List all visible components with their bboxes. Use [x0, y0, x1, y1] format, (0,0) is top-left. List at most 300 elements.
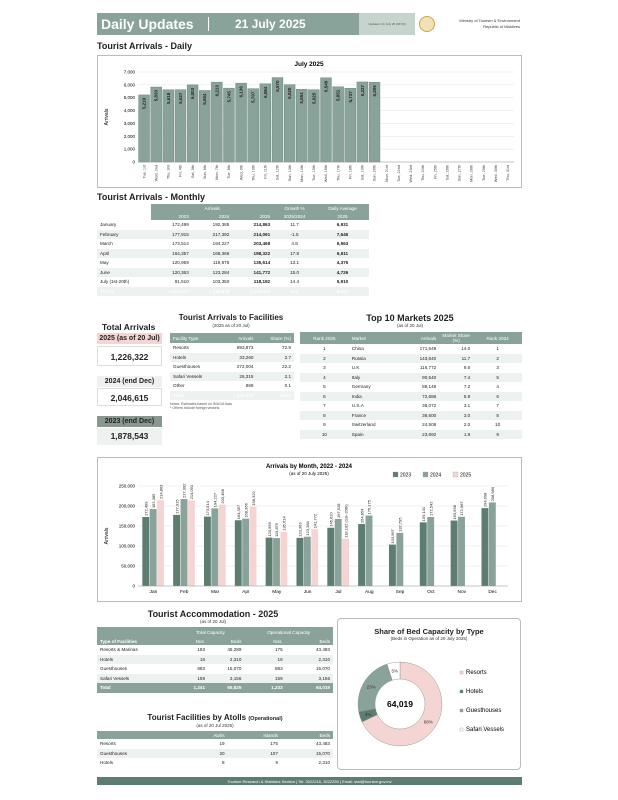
- arrivals-2025-cell: 203,468: [253, 241, 271, 247]
- daily-y-tick: 2,000: [123, 133, 135, 139]
- daily-y-tick: 3,000: [123, 120, 135, 126]
- total-2025-value: 1,226,322: [97, 346, 162, 366]
- rank-2024-cell: 3: [496, 365, 499, 371]
- market-row: [300, 344, 522, 354]
- monthly-bar: [273, 538, 280, 586]
- markets-table-body: [300, 344, 522, 439]
- market-share-cell: 7.4: [439, 373, 473, 383]
- daily-x-tick: Sun, 27th: [457, 165, 462, 182]
- daily-x-tick: Mon, 7th: [215, 165, 220, 180]
- daily-avg-cell: 4,726: [316, 268, 369, 278]
- arrivals-2023-cell: 91,510: [174, 279, 189, 285]
- facility-row: [170, 343, 294, 353]
- monthly-bar: [335, 519, 342, 586]
- daily-x-tick: Thu, 24th: [421, 165, 426, 182]
- daily-x-tick: Tue, 29th: [481, 165, 486, 181]
- arrivals-2023-cell: 120,363: [151, 268, 191, 278]
- facility-share-cell: 22.2: [282, 364, 291, 370]
- arrivals-2024-cell: 119,875: [212, 260, 230, 266]
- facility-row: [170, 381, 294, 391]
- total-beds-header: Beds: [208, 637, 244, 645]
- monthly-x-tick: Feb: [180, 590, 189, 595]
- facility-type-cell: Hotels: [100, 760, 114, 766]
- total-2024-value: 2,046,615: [97, 388, 162, 406]
- total-2024-label: 2024 (end Dec): [97, 376, 162, 387]
- total-beds-cell: 45,289: [227, 647, 242, 653]
- monthly-bar: [173, 515, 180, 586]
- accommodation-table: [97, 627, 333, 693]
- market-cell: France: [349, 411, 400, 421]
- market-row: [300, 382, 522, 392]
- total-2025-label: 2025 (as of 20 Jul): [97, 333, 162, 344]
- monthly-row: [97, 258, 369, 268]
- year-2025-header: 2025: [232, 212, 273, 220]
- month-cell: May: [100, 260, 109, 266]
- month-cell: April: [97, 249, 151, 259]
- month-cell: July (1st-20th): [100, 279, 130, 285]
- bed-chart-title: Share of Bed Capacity by Type: [374, 627, 484, 636]
- monthly-x-tick: Jul: [335, 590, 342, 595]
- market-cell: India: [349, 392, 400, 402]
- daily-bar-label: 5,851: [335, 89, 341, 102]
- arrivals-2024-cell: 194,227: [212, 241, 230, 247]
- growth-cell: 17.8: [273, 249, 316, 259]
- daily-bar-label: 5,618: [165, 92, 171, 105]
- page-footer: Tourism Research & Statistics Section | Tel: 3022216, 3022250 | Email: stat@tourism.gov.mv: [97, 777, 522, 785]
- market-share-cell: 11.7: [439, 354, 473, 364]
- arrivals-2024-cell: 1,118,879: [192, 287, 232, 297]
- facilities-note-2: * Others include foreign vessels: [170, 406, 220, 410]
- facility-arrivals-cell: 272,004: [236, 364, 254, 370]
- monthly-chart-sub: (as of 20 July 2025): [289, 471, 329, 476]
- islands-cell: 175: [270, 741, 278, 747]
- daily-avg-cell: 6,563: [336, 241, 349, 247]
- daily-x-tick: Wed, 30th: [494, 165, 499, 183]
- market-row: [300, 363, 522, 373]
- daily-x-tick: Wed, 23rd: [409, 165, 414, 183]
- facility-cell: Other: [173, 383, 185, 389]
- op-beds-cell: 64,019: [286, 683, 333, 693]
- facility-cell: Guesthouses: [173, 364, 201, 370]
- arrivals-group-header: Arrivals: [151, 204, 273, 212]
- facilities-note-1: Notes: Estimates based on IMUGA data: [170, 402, 232, 406]
- page-title: Daily Updates: [97, 17, 209, 31]
- market-arrivals-cell: 36,600: [400, 411, 439, 421]
- accommodation-row: [97, 664, 333, 674]
- facility-share-cell: 2.1: [256, 372, 294, 382]
- header-banner: [97, 13, 359, 35]
- arrivals-2023-cell: 164,357: [151, 249, 191, 259]
- monthly-table-body: [97, 220, 369, 296]
- monthly-x-tick: May: [272, 590, 282, 595]
- accommodation-row: [97, 674, 333, 684]
- facility-arrivals-cell: 26,315: [219, 372, 256, 382]
- month-cell: March: [100, 241, 113, 247]
- atolls-sub: (as of 20 Jul 2025): [196, 723, 234, 728]
- daily-bar-label: 5,833: [153, 90, 159, 102]
- market-arrivals-cell: 90,540: [400, 373, 439, 383]
- daily-x-tick: Fri, 4th: [178, 165, 183, 177]
- market-arrivals-cell: 116,772: [419, 365, 437, 371]
- market-cell: U.K: [351, 365, 360, 371]
- growth-cell: 15.0: [273, 268, 316, 278]
- op-nos-header: Nos.: [244, 637, 285, 645]
- daily-bar-label: 5,219: [141, 97, 147, 110]
- year-2024-header: 2024: [192, 212, 232, 220]
- market-row: [300, 373, 522, 383]
- market-cell: Spain: [349, 430, 400, 440]
- facility-cell: Resorts: [173, 345, 189, 351]
- monthly-bar: [366, 516, 373, 586]
- monthly-bar: [489, 502, 496, 586]
- monthly-row: [97, 220, 369, 230]
- monthly-bar-label: 163,658: [451, 505, 457, 520]
- legend-label: 2023: [400, 472, 412, 479]
- monthly-row: [97, 249, 369, 259]
- monthly-bar: [219, 505, 226, 586]
- market-share-cell: 7.2: [463, 384, 471, 390]
- market-share-cell: 5.9: [439, 392, 473, 402]
- daily-y-tick: 5,000: [123, 95, 135, 101]
- accommodation-total-row: [97, 683, 333, 693]
- daily-bar-label: 6,227: [359, 84, 365, 97]
- daily-x-tick: Fri, 18th: [348, 165, 353, 179]
- total-beds-cell: 15,070: [227, 666, 242, 672]
- daily-x-tick: Thu, 31st: [506, 165, 511, 181]
- rank-cell: 2: [300, 354, 349, 364]
- monthly-table: [97, 204, 369, 296]
- monthly-bar: [296, 538, 303, 586]
- market-arrivals-header: Arrivals: [400, 332, 439, 344]
- op-nos-cell: 175: [274, 647, 283, 653]
- op-beds-cell: 43,483: [315, 647, 330, 653]
- daily-x-tick: Sat, 26th: [445, 165, 450, 181]
- atoll-row: [97, 749, 333, 759]
- facility-type-header: Facility Type: [170, 333, 219, 343]
- daily-x-tick: Sun, 20th: [372, 165, 377, 182]
- donut-slice-label: 4%: [364, 711, 372, 717]
- accommodation-row: [97, 655, 333, 665]
- growth-sub-header: 2025/2024: [273, 212, 316, 220]
- monthly-bar: [311, 529, 318, 586]
- month-cell: February: [97, 230, 151, 240]
- daily-x-tick: Tue, 22nd: [396, 165, 401, 182]
- arrivals-2025-cell: 1,226,322: [232, 287, 273, 297]
- page-header: [97, 13, 522, 35]
- accommodation-sub: (as of 20 Jul): [199, 619, 226, 624]
- daily-x-tick: Sun, 6th: [202, 165, 207, 180]
- facility-row: [170, 372, 294, 382]
- growth-cell: -1.5: [273, 230, 316, 240]
- daily-avg-cell: 6,931: [336, 222, 349, 228]
- daily-bar-label: 6,213: [214, 85, 220, 97]
- market-cell: Italy: [349, 373, 400, 383]
- donut-legend-label: Resorts: [466, 670, 487, 676]
- monthly-bar: [396, 533, 403, 586]
- bed-chart-frame: [337, 618, 521, 770]
- monthly-bar: [266, 538, 273, 586]
- monthly-chart-title: Arrivals by Month, 2022 - 2024: [265, 464, 353, 470]
- op-beds-cell: 15,070: [315, 666, 330, 672]
- monthly-total-row: [97, 287, 369, 297]
- op-beds-cell: 3,156: [286, 674, 333, 684]
- markets-heading: Top 10 Markets 2025: [366, 313, 454, 323]
- rank-cell: 1: [323, 346, 326, 352]
- monthly-bar-label: 164,357: [236, 504, 242, 520]
- monthly-bar-label: 198,322: [250, 491, 256, 506]
- total-2023-label: 2023 (end Dec): [97, 416, 162, 427]
- rank-2024-cell: 9: [473, 430, 522, 440]
- daily-avg-cell: 4,375: [336, 260, 349, 266]
- monthly-bar: [150, 509, 157, 586]
- monthly-bar-label: 214,863: [158, 484, 164, 500]
- atolls-cell: 19: [219, 741, 225, 747]
- daily-avg-cell: 7,646: [316, 230, 369, 240]
- market-header: Market: [349, 332, 400, 344]
- arrivals-2023-cell: 120,959: [172, 260, 189, 266]
- monthly-bar-label: 123,284: [305, 521, 311, 536]
- atoll-row: [97, 739, 333, 749]
- facility-type-cell: Total: [97, 683, 176, 693]
- market-cell: Switzerland: [351, 422, 376, 428]
- accommodation-row: [97, 645, 333, 655]
- monthly-bar-label: 173,514: [205, 501, 211, 516]
- daily-x-tick: Sat, 12th: [275, 165, 280, 181]
- market-row: [300, 392, 522, 402]
- op-nos-cell: 883: [274, 666, 283, 672]
- arrivals-2023-cell: 177,915: [151, 230, 191, 240]
- monthly-bar: [280, 532, 287, 586]
- atolls-table-body: [97, 739, 333, 768]
- facility-arrivals-cell: 33,260: [219, 353, 256, 363]
- monthly-y-tick: 200,000: [118, 503, 135, 509]
- donut-legend-label: Guesthouses: [466, 708, 502, 714]
- atolls-heading: [97, 713, 333, 722]
- rank-2024-cell: 1: [496, 346, 499, 352]
- atolls-cell: 8: [222, 760, 225, 766]
- op-beds-header: Beds: [286, 637, 333, 645]
- monthly-x-tick: Oct: [427, 590, 435, 595]
- monthly-bar-label: 214,091: [189, 484, 195, 500]
- bed-capacity-donut: [338, 644, 520, 769]
- daily-x-tick: Thu, 3rd: [166, 165, 171, 180]
- legend-swatch: [423, 472, 428, 477]
- monthly-y-axis-label: Arrivals: [104, 527, 110, 545]
- monthly-row: [97, 277, 369, 287]
- updated-stamp: Updated: 21 July 25 (06:53): [359, 13, 415, 35]
- facility-arrivals-header: Arrivals: [219, 333, 256, 343]
- daily-x-tick: Wed, 9th: [239, 165, 244, 181]
- market-share-header: Market Share (%): [439, 332, 473, 344]
- country-name: Republic of Maldives: [483, 24, 520, 29]
- legend-swatch: [393, 472, 398, 477]
- facility-arrivals-cell: 869: [245, 383, 254, 389]
- monthly-bar-label: 217,392: [181, 483, 187, 499]
- arrivals-2023-cell: 173,514: [172, 241, 189, 247]
- daily-y-tick: 1,000: [123, 146, 135, 152]
- arrivals-2025-cell: 198,322: [232, 249, 273, 259]
- op-beds-cell: 2,310: [286, 655, 333, 665]
- daily-avg-cell: 5,910: [336, 279, 349, 285]
- daily-bar-label: 5,564: [202, 93, 208, 105]
- monthly-bar-label: 168,366: [243, 503, 249, 518]
- islands-cell: 9: [275, 760, 278, 766]
- monthly-y-tick: 50,000: [121, 563, 135, 569]
- daily-avg-sub-header: 2025: [316, 212, 369, 220]
- growth-header: Growth %: [273, 204, 316, 212]
- facility-type-cell: Safari Vessels: [97, 674, 176, 684]
- monthly-y-tick: 150,000: [118, 523, 135, 529]
- market-share-cell: 3.0: [439, 411, 473, 421]
- daily-y-tick: 0: [132, 159, 135, 165]
- monthly-bar-label: 176,175: [366, 500, 372, 515]
- daily-x-tick: Wed, 16th: [324, 165, 329, 183]
- total-arrivals-heading: Total Arrivals: [102, 322, 156, 332]
- donut-legend-label: Hotels: [466, 689, 484, 695]
- month-cell: January: [100, 222, 117, 228]
- monthly-bar: [142, 517, 149, 586]
- daily-x-tick: Mon, 28th: [469, 165, 474, 182]
- year-2023-header: 2023: [151, 212, 191, 220]
- daily-x-tick: Tue, 15th: [312, 165, 317, 181]
- donut-legend-swatch: [460, 690, 463, 693]
- daily-bar-label: 5,707: [250, 91, 256, 103]
- monthly-bar: [481, 508, 488, 586]
- rank-cell: 6: [300, 392, 349, 402]
- monthly-bar-label: 172,987: [459, 501, 465, 516]
- market-arrivals-cell: 24,508: [422, 422, 437, 428]
- monthly-y-tick: 100,000: [118, 543, 135, 549]
- daily-bar-label: 6,003: [190, 87, 196, 100]
- monthly-bar: [451, 521, 458, 586]
- arrivals-2025-cell: 214,091: [232, 230, 273, 240]
- legend-label: 2025: [460, 472, 472, 479]
- month-cell: June: [97, 268, 151, 278]
- arrivals-2025-cell: 214,863: [253, 222, 271, 228]
- donut-legend-swatch: [460, 671, 463, 674]
- total-nos-cell: 16: [176, 655, 208, 665]
- monthly-x-tick: Jan: [149, 590, 158, 595]
- daily-bar-label: 6,020: [287, 87, 293, 99]
- market-row: [300, 430, 522, 440]
- market-cell: Russia: [349, 354, 400, 364]
- daily-bar-label: 5,625: [311, 92, 317, 104]
- facilities-table-body: [170, 343, 294, 400]
- monthly-bar: [181, 499, 188, 586]
- monthly-bar: [342, 539, 349, 586]
- atolls-col-header: Atolls: [183, 731, 228, 739]
- monthly-bar-label: 120,959: [266, 522, 272, 537]
- accommodation-heading: Tourist Accommodation - 2025: [147, 609, 279, 619]
- daily-avg-header: Daily Average: [316, 204, 369, 212]
- market-row: [300, 411, 522, 421]
- daily-x-tick: Thu, 10th: [251, 165, 256, 182]
- arrivals-2025-cell: 135,614: [253, 260, 271, 266]
- rank-cell: 3: [323, 365, 326, 371]
- daily-chart-title: July 2025: [294, 61, 324, 68]
- daily-heading: Tourist Arrivals - Daily: [97, 41, 193, 51]
- market-arrivals-cell: 143,840: [400, 354, 439, 364]
- daily-x-tick: Thu, 17th: [336, 165, 341, 182]
- facilities-table-wrap: [170, 333, 294, 410]
- ministry-name: Ministry of Tourism & Environment: [459, 18, 520, 23]
- markets-table-wrap: [300, 332, 522, 439]
- daily-bar-label: 6,549: [323, 80, 329, 93]
- facility-cell: Total: [170, 391, 219, 401]
- daily-avg-cell: 6,611: [316, 249, 369, 259]
- total-beds-cell: 3,156: [208, 674, 244, 684]
- facility-share-cell: 0.1: [284, 383, 291, 389]
- accommodation-table-wrap: [97, 627, 333, 693]
- page-date: 21 July 2025: [235, 17, 306, 31]
- daily-x-tick: Tue, 8th: [227, 165, 232, 179]
- donut-legend-swatch: [460, 728, 463, 731]
- daily-x-tick: Fri, 11th: [263, 165, 268, 179]
- monthly-bar-label: 159,141: [421, 506, 427, 522]
- donut-center-value: 64,019: [387, 699, 413, 709]
- market-arrivals-cell: 88,148: [422, 384, 437, 390]
- facility-type-cell: Resorts: [100, 741, 116, 747]
- monthly-x-tick: Mar: [210, 590, 220, 595]
- market-arrivals-cell: 23,692: [400, 430, 439, 440]
- op-nos-cell: 159: [244, 674, 285, 684]
- total-2023-value: 1,878,543: [97, 428, 162, 445]
- arrivals-2024-cell: 168,366: [192, 249, 232, 259]
- daily-bar-label: 5,737: [347, 91, 353, 103]
- monthly-bar-label: 192,385: [150, 493, 156, 509]
- donut-slice-label: 23%: [366, 684, 376, 690]
- beds-cell: 15,070: [281, 749, 333, 759]
- arrivals-2025-cell: 118,192: [253, 279, 271, 285]
- facilities-heading: Tourist Arrivals to Facilities: [178, 313, 284, 322]
- monthly-bar-label: 119,875: [274, 522, 280, 538]
- monthly-bar-label: 103,567: [390, 529, 396, 544]
- monthly-bar: [250, 507, 257, 586]
- markets-sub: (as of 20 Jul): [396, 323, 423, 328]
- daily-y-tick: 4,000: [123, 108, 135, 114]
- market-share-cell: 1.9: [439, 430, 473, 440]
- monthly-bar-label: 194,227: [212, 492, 218, 508]
- market-arrivals-cell: 38,072: [422, 403, 437, 409]
- monthly-heading: Tourist Arrivals - Monthly: [97, 192, 206, 202]
- monthly-bar-label: 132,795: [397, 517, 403, 532]
- monthly-x-tick: Jun: [303, 590, 312, 595]
- facility-share-cell: 2.7: [256, 353, 294, 363]
- facilities-sub: (2025 as of 20 Jul): [212, 323, 250, 328]
- facility-total-row: [170, 391, 294, 401]
- market-share-cell: 9.5: [463, 365, 471, 371]
- monthly-bar: [327, 528, 334, 586]
- rank-2024-cell: 7: [496, 403, 499, 409]
- daily-x-tick: Tue, 1st: [142, 165, 147, 179]
- market-share-cell: 2.0: [463, 422, 471, 428]
- monthly-x-tick: Nov: [457, 590, 467, 595]
- facility-type-cell: Resorts & Marinas: [100, 647, 138, 653]
- operational-capacity-header: Operational Capacity: [244, 627, 333, 637]
- arrivals-2023-cell: 1,021,117: [151, 287, 191, 297]
- facility-row: [170, 353, 294, 363]
- growth-cell: 14.4: [290, 279, 300, 285]
- monthly-bar: [188, 500, 195, 586]
- beds-cell: 2,310: [318, 760, 330, 766]
- market-arrivals-cell: 72,686: [400, 392, 439, 402]
- monthly-bar-label: 208,980: [490, 486, 496, 502]
- donut-legend-swatch: [460, 709, 463, 712]
- total-nos-cell: 883: [197, 666, 206, 672]
- rank-2025-header: Rank 2025: [300, 332, 349, 344]
- monthly-row: [97, 268, 369, 278]
- monthly-bar: [242, 519, 249, 586]
